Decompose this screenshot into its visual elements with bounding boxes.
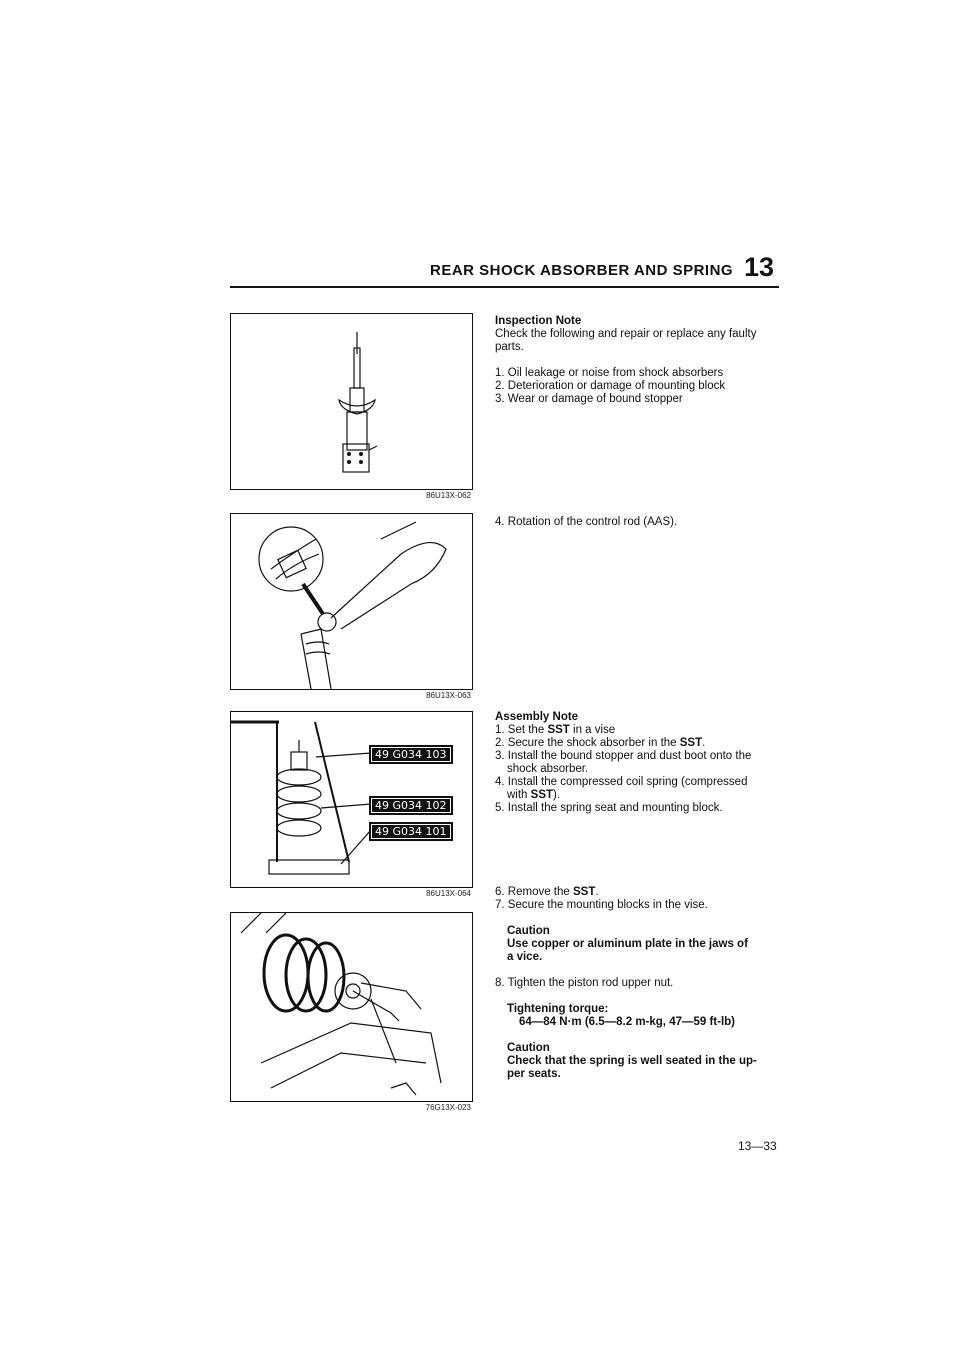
- torque-value: 64—84 N·m (6.5—8.2 m-kg, 47—59 ft-lb): [519, 1016, 736, 1028]
- step-text: ).: [553, 789, 561, 801]
- sst-label-102: 49 G034 102: [369, 796, 453, 815]
- caution-text: a vice.: [507, 951, 543, 963]
- figure-shock-absorber: [230, 313, 473, 490]
- figure-caption: 86U13X-063: [426, 691, 471, 700]
- assembly-step-6: [495, 886, 785, 899]
- step-text: .: [595, 886, 599, 898]
- caution-heading: Caution: [507, 925, 550, 937]
- inspection-item: 2. Deterioration or damage of mounting block: [495, 380, 726, 392]
- inspection-intro-cont: parts.: [495, 341, 524, 353]
- inspection-item-4: 4. Rotation of the control rod (AAS).: [495, 516, 678, 528]
- step-text: 6. Remove the: [495, 886, 573, 898]
- assembly-note-cont: [495, 886, 785, 1081]
- caution-text: per seats.: [507, 1068, 561, 1080]
- inspection-item: 1. Oil leakage or noise from shock absorbers: [495, 367, 724, 379]
- sst-ref: SST: [530, 789, 554, 801]
- step-text: .: [702, 737, 706, 749]
- assembly-step-4: 4. Install the compressed coil spring (compressed: [495, 776, 748, 788]
- figure-caption: 86U13X-064: [426, 889, 471, 898]
- inspection-note: [495, 315, 785, 406]
- torque-heading: Tightening torque:: [507, 1003, 609, 1015]
- figure-caption: 86U13X-062: [426, 491, 471, 500]
- assembly-note: [495, 711, 785, 815]
- step-text: 2. Secure the shock absorber in the: [495, 737, 680, 749]
- sst-ref: SST: [679, 737, 703, 749]
- inspection-heading: Inspection Note: [495, 315, 582, 327]
- assembly-step-3: 3. Install the bound stopper and dust boot onto the: [495, 750, 752, 762]
- step-text: 1. Set the: [495, 724, 548, 736]
- section-title: REAR SHOCK ABSORBER AND SPRING: [430, 262, 734, 279]
- assembly-step-4-cont: [495, 789, 785, 802]
- assembly-step-2: [495, 737, 785, 750]
- caution-text: Check that the spring is well seated in the up-: [507, 1055, 757, 1067]
- inspection-intro: Check the following and repair or replace any faulty: [495, 328, 757, 340]
- figure-tighten-nut: [230, 912, 473, 1102]
- figure-caption: 76G13X-023: [425, 1103, 471, 1112]
- section-number: 13: [744, 252, 775, 282]
- inspection-item: 3. Wear or damage of bound stopper: [495, 393, 683, 405]
- assembly-step-8: 8. Tighten the piston rod upper nut.: [495, 977, 674, 989]
- assembly-heading: Assembly Note: [495, 711, 579, 723]
- sst-ref: SST: [572, 886, 596, 898]
- assembly-step-5: 5. Install the spring seat and mounting block.: [495, 802, 723, 814]
- assembly-step-7: 7. Secure the mounting blocks in the vise.: [495, 899, 708, 911]
- sst-ref: SST: [547, 724, 570, 736]
- assembly-step-3-cont: shock absorber.: [507, 763, 589, 775]
- step-text: with: [507, 789, 531, 801]
- figure-sst-spring: [230, 711, 473, 888]
- shock-absorber-drawing: [231, 314, 472, 489]
- tighten-nut-drawing: [231, 913, 472, 1101]
- page-number: 13—33: [738, 1139, 777, 1153]
- assembly-step-1: [495, 724, 785, 737]
- step-text: in a vise: [569, 724, 616, 736]
- sst-label-103: 49 G034 103: [369, 745, 453, 764]
- caution-heading: Caution: [507, 1042, 550, 1054]
- sst-label-101: 49 G034 101: [369, 822, 453, 841]
- caution-text: Use copper or aluminum plate in the jaws of: [507, 938, 748, 950]
- header-rule: [230, 286, 779, 288]
- figure-control-rod: [230, 513, 473, 690]
- control-rod-drawing: [231, 514, 472, 689]
